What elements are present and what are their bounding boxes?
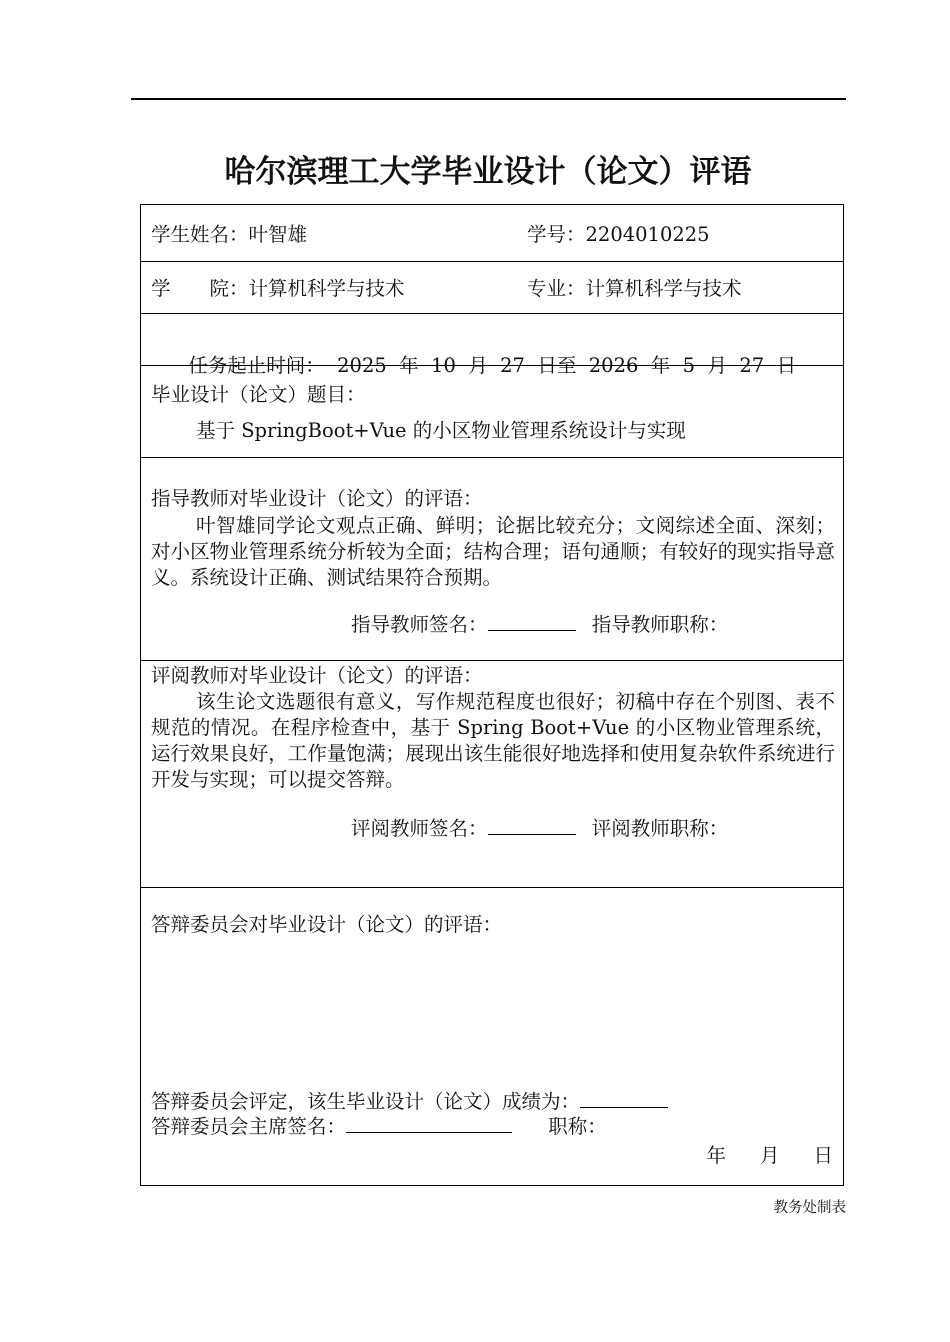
committee-section — [141, 888, 843, 1186]
footer-note: 教务处制表 — [773, 1200, 846, 1216]
reviewer-sign-blank[interactable] — [488, 816, 576, 835]
major-label: 专业： — [527, 277, 586, 300]
reviewer-section — [141, 661, 843, 888]
page-title: 哈尔滨理工大学毕业设计（论文）评语 — [224, 154, 752, 190]
topic-value: 基于 SpringBoot+Vue 的小区物业管理系统设计与实现 — [196, 419, 686, 442]
evaluation-form — [140, 204, 844, 1186]
topic-label: 毕业设计（论文）题目： — [151, 383, 366, 406]
period-row — [141, 314, 843, 377]
student-name: 叶智雄 — [248, 223, 308, 246]
reviewer-title-label: 评阅教师职称： — [591, 817, 729, 840]
reviewer-sign-label: 评阅教师签名： — [351, 817, 488, 840]
committee-chair-label: 答辩委员会主席签名： — [151, 1115, 347, 1138]
student-row — [141, 205, 843, 262]
advisor-comment: 叶智雄同学论文观点正确、鲜明；论据比较充分；文阅综述全面、深刻；对小区物业管理系统分析较为全面；结构合理；语句通顺；有较好的现实指导意义。系统设计正确、测试结果符合预期。 — [151, 514, 835, 589]
topic-row — [141, 366, 843, 458]
advisor-label: 指导教师对毕业设计（论文）的评语： — [151, 487, 483, 510]
advisor-section — [141, 458, 843, 661]
top-rule — [131, 98, 846, 100]
advisor-sign-blank[interactable] — [488, 612, 576, 631]
committee-title-label: 职称： — [548, 1115, 607, 1138]
committee-grade-label: 答辩委员会评定，该生毕业设计（论文）成绩为： — [151, 1090, 581, 1113]
college-label: 学 院： — [151, 277, 249, 300]
student-name-label: 学生姓名： — [151, 223, 249, 246]
advisor-title-label: 指导教师职称： — [591, 613, 729, 636]
student-id: 2204010225 — [585, 223, 710, 246]
committee-date — [672, 1140, 833, 1168]
date-month: 月 — [759, 1144, 780, 1167]
major-value: 计算机科学与技术 — [585, 277, 742, 300]
reviewer-label: 评阅教师对毕业设计（论文）的评语： — [151, 664, 483, 687]
college-value: 计算机科学与技术 — [248, 277, 405, 300]
committee-chair-blank[interactable] — [346, 1114, 512, 1133]
college-row — [141, 262, 843, 314]
advisor-sign-label: 指导教师签名： — [351, 613, 488, 636]
committee-label: 答辩委员会对毕业设计（论文）的评语： — [151, 913, 503, 936]
period-label: 任务起止时间： — [188, 354, 325, 377]
period-text: 2025 年 10 月 27 日至 2026 年 5 月 27 日 — [337, 354, 797, 377]
committee-grade-blank[interactable] — [580, 1089, 668, 1108]
date-day: 日 — [813, 1144, 833, 1167]
student-id-label: 学号： — [527, 223, 586, 246]
reviewer-comment: 该生论文选题很有意义，写作规范程度也很好；初稿中存在个别图、表不规范的情况。在程序检查中，基于 Spring Boot+Vue 的小区物业管理系统，运行效果良好，工作量饱满；展现出该生能很好地选择和使用复杂软件系统进行开发与实现；可以提交答辩。 — [151, 690, 835, 791]
date-year: 年 — [706, 1144, 726, 1167]
